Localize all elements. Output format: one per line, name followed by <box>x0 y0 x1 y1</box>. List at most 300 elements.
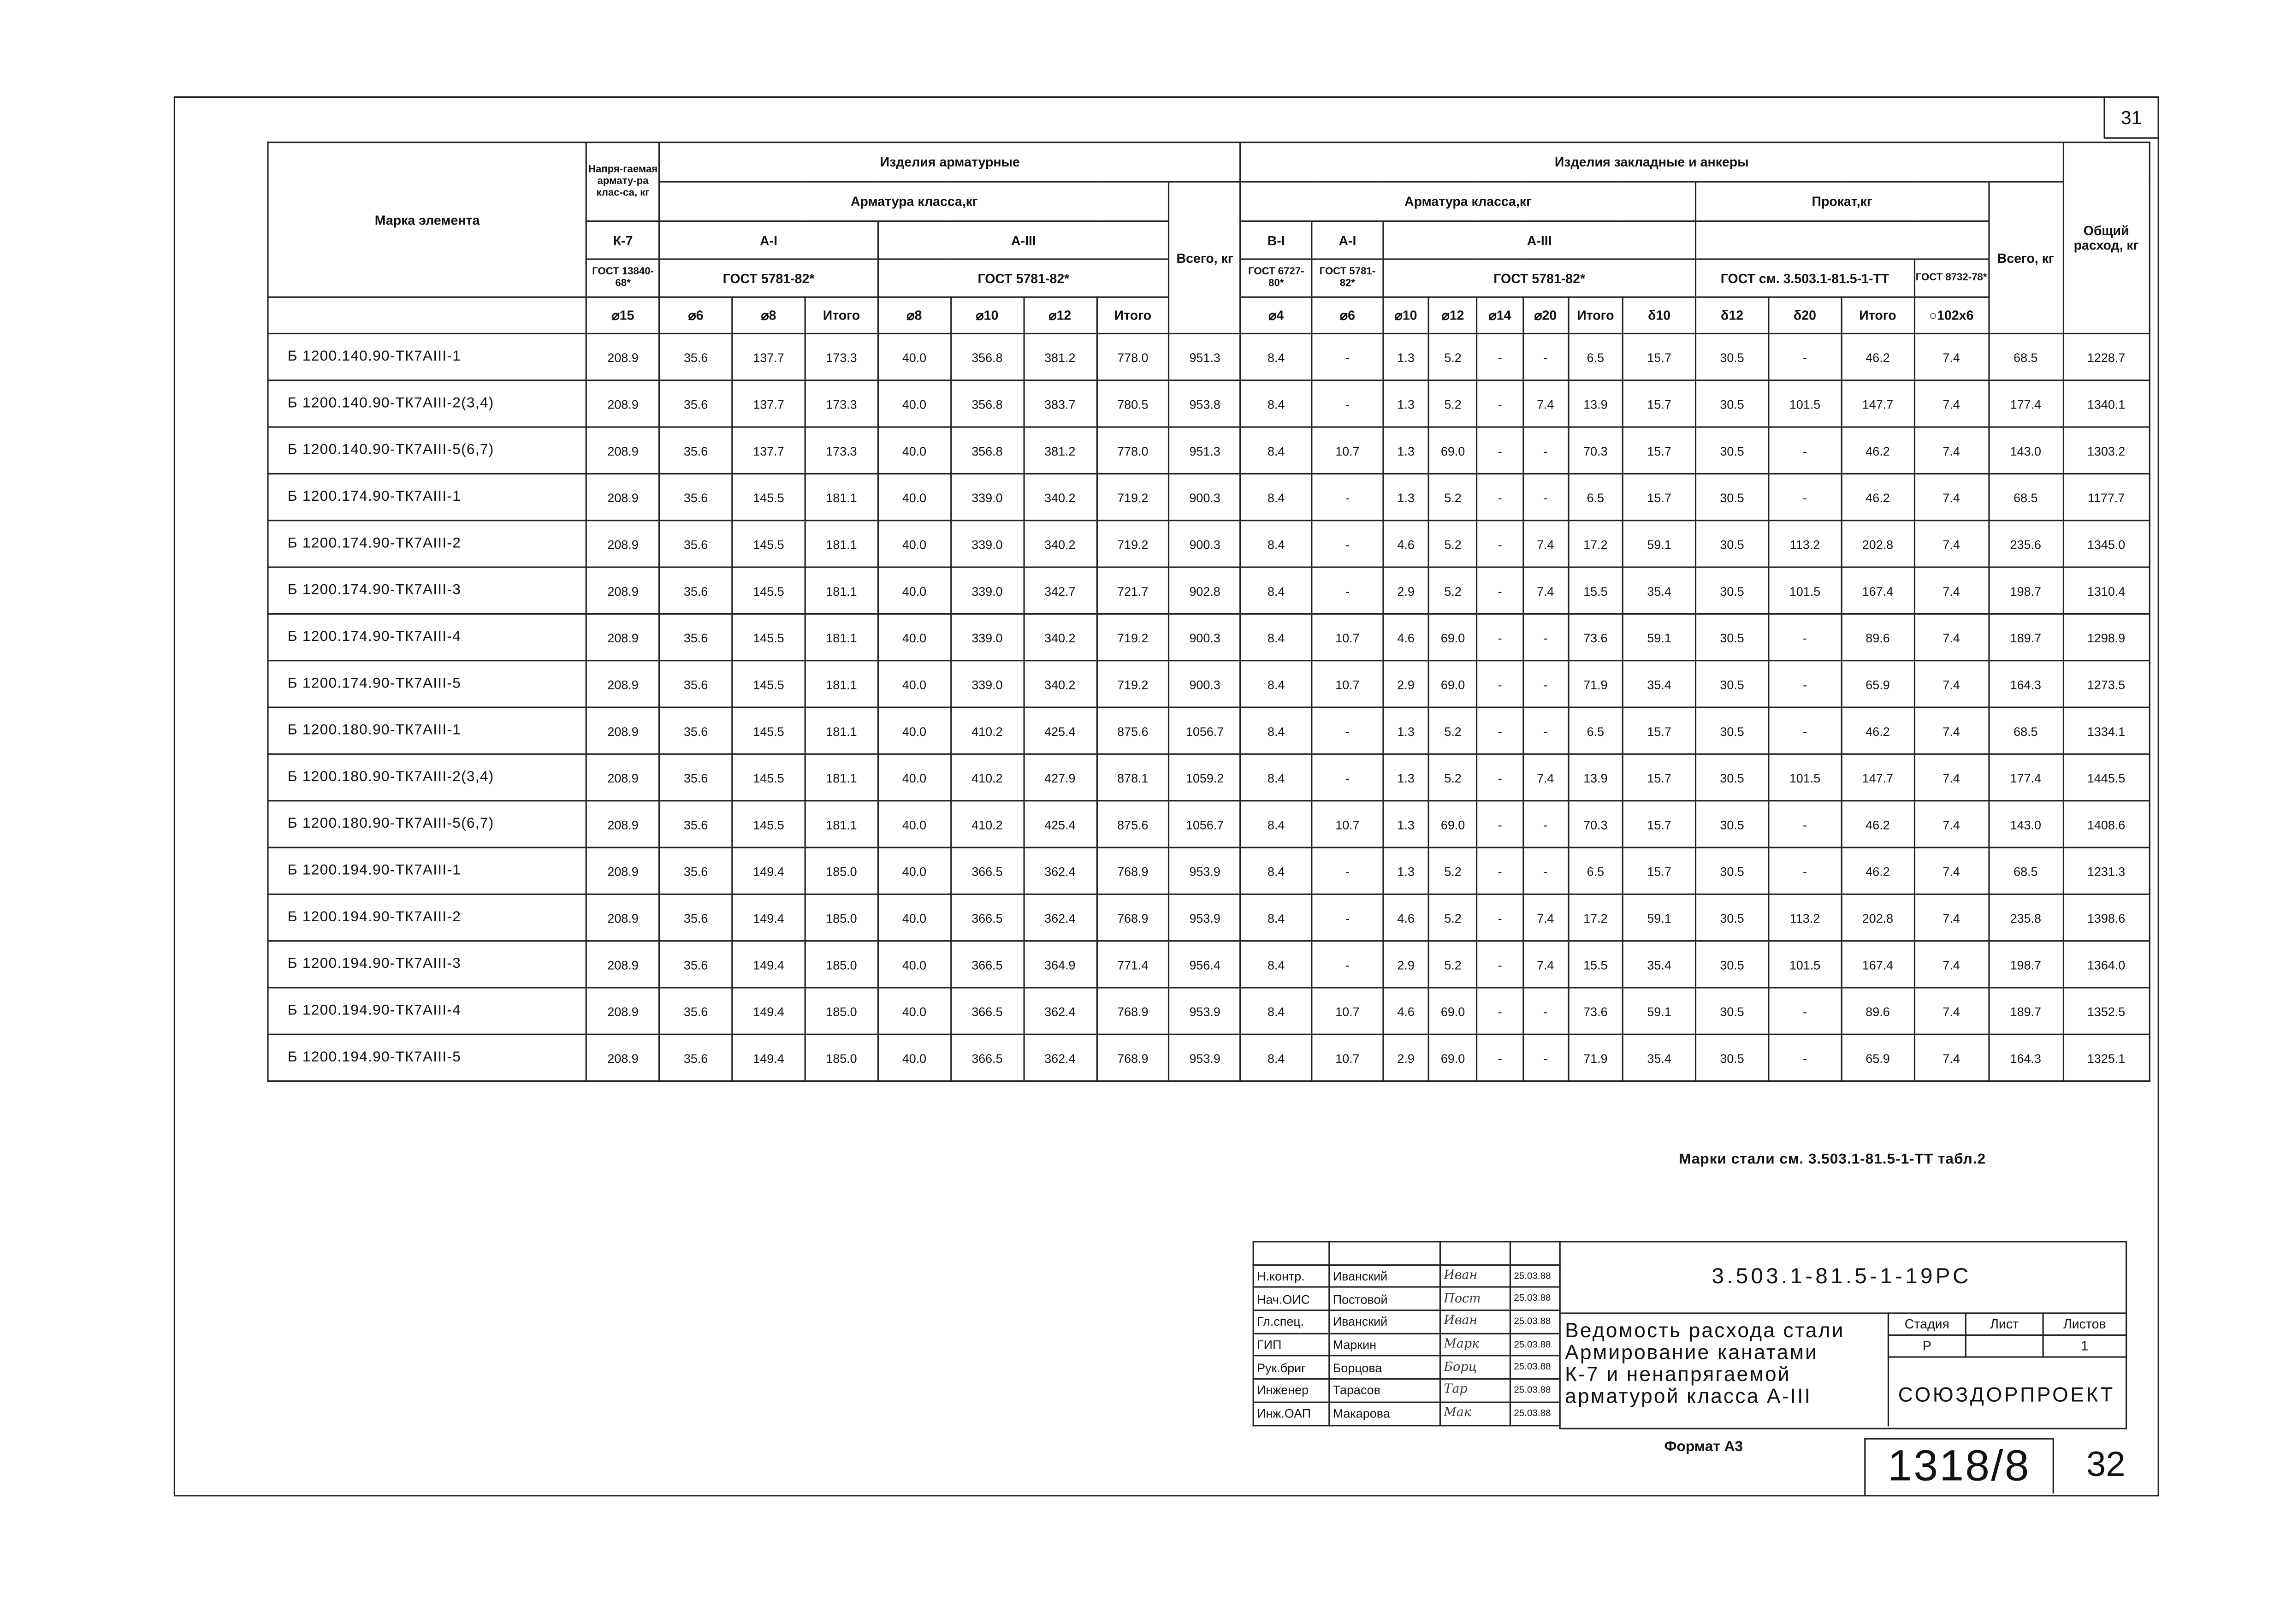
signature-row <box>1253 1379 1560 1402</box>
table-cell: 30.5 <box>1696 474 1769 520</box>
hdr-embedded-rebar-class: Арматура класса,кг <box>1240 182 1695 221</box>
table-cell: 30.5 <box>1696 1034 1769 1081</box>
table-cell: - <box>1769 427 1842 474</box>
table-cell: 65.9 <box>1842 1034 1914 1081</box>
table-cell: 202.8 <box>1842 894 1914 941</box>
table-cell: 145.5 <box>732 474 805 520</box>
table-cell: 149.4 <box>732 988 805 1034</box>
table-cell: 35.4 <box>1623 661 1696 707</box>
table-cell: 35.6 <box>659 801 732 848</box>
table-cell: - <box>1769 801 1842 848</box>
table-cell: 771.4 <box>1096 941 1169 988</box>
table-cell: 15.7 <box>1623 707 1696 754</box>
table-cell: 59.1 <box>1623 894 1696 941</box>
signature-row <box>1253 1287 1560 1310</box>
table-cell: 208.9 <box>586 474 659 520</box>
table-cell: 15.7 <box>1623 754 1696 800</box>
hdr-group-rebar: Изделия арматурные <box>659 142 1240 182</box>
table-cell: 145.5 <box>732 614 805 660</box>
table-cell: 1.3 <box>1383 707 1429 754</box>
table-cell: 8.4 <box>1240 1034 1312 1081</box>
table-cell: - <box>1477 427 1523 474</box>
table-cell: 366.5 <box>951 1034 1024 1081</box>
element-mark: Б 1200.140.90-ТК7АIII-5(6,7) <box>268 427 586 474</box>
table-cell: 181.1 <box>805 754 878 800</box>
table-cell: 185.0 <box>805 848 878 894</box>
table-cell: 719.2 <box>1096 474 1169 520</box>
table-cell: 69.0 <box>1428 427 1477 474</box>
table-cell: 35.6 <box>659 614 732 660</box>
table-cell: 145.5 <box>732 521 805 567</box>
table-cell: 7.4 <box>1522 521 1568 567</box>
title-block <box>1253 1241 2126 1428</box>
table-cell: 46.2 <box>1842 333 1914 380</box>
table-cell: 778.0 <box>1096 333 1169 380</box>
signer-role: Инженер <box>1253 1379 1329 1402</box>
sheet-label: Лист <box>1966 1313 2043 1335</box>
table-cell: 149.4 <box>732 894 805 941</box>
table-cell: 356.8 <box>951 333 1024 380</box>
table-cell: 381.2 <box>1024 333 1096 380</box>
table-cell: 366.5 <box>951 894 1024 941</box>
table-cell: 40.0 <box>878 474 951 520</box>
table-cell: 778.0 <box>1096 427 1169 474</box>
table-cell: 7.4 <box>1522 754 1568 800</box>
table-cell: 208.9 <box>586 988 659 1034</box>
hdr-sub-5: ⌀10 <box>951 297 1024 333</box>
table-cell: 2.9 <box>1383 941 1429 988</box>
table-cell: 15.7 <box>1623 474 1696 520</box>
table-cell: - <box>1522 474 1568 520</box>
table-cell: 137.7 <box>732 427 805 474</box>
table-cell: 208.9 <box>586 661 659 707</box>
table-cell: 8.4 <box>1240 941 1312 988</box>
table-cell: 7.4 <box>1914 427 1988 474</box>
table-row <box>268 427 2150 474</box>
table-cell: 40.0 <box>878 894 951 941</box>
table-cell: - <box>1312 380 1383 427</box>
table-cell: 7.4 <box>1914 988 1988 1034</box>
table-cell: 7.4 <box>1914 707 1988 754</box>
signature: Борц <box>1440 1356 1510 1379</box>
element-mark: Б 1200.194.90-ТК7АIII-5 <box>268 1034 586 1081</box>
table-cell: - <box>1477 801 1523 848</box>
element-mark: Б 1200.174.90-ТК7АIII-2 <box>268 521 586 567</box>
table-cell: - <box>1312 521 1383 567</box>
table-cell: 7.4 <box>1914 801 1988 848</box>
signature: Мак <box>1440 1402 1510 1425</box>
table-cell: 8.4 <box>1240 427 1312 474</box>
table-cell: 339.0 <box>951 661 1024 707</box>
signature-row <box>1253 1265 1560 1288</box>
table-cell: 40.0 <box>878 333 951 380</box>
page-number-top <box>2103 96 2159 139</box>
signature-date: 25.03.88 <box>1510 1287 1560 1310</box>
hdr-sub-10: ⌀10 <box>1383 297 1429 333</box>
signature: Пост <box>1440 1287 1510 1310</box>
signature: Иван <box>1440 1265 1510 1288</box>
table-cell: 878.1 <box>1096 754 1169 800</box>
table-cell: 339.0 <box>951 474 1024 520</box>
table-cell: 40.0 <box>878 427 951 474</box>
table-cell: 30.5 <box>1696 333 1769 380</box>
table-cell: 185.0 <box>805 988 878 1034</box>
inventory-box <box>1864 1438 2052 1495</box>
hdr-gost-13840: ГОСТ 13840-68* <box>586 259 659 297</box>
table-cell: 189.7 <box>1989 614 2063 660</box>
table-cell: 143.0 <box>1989 427 2063 474</box>
table-cell: 15.7 <box>1623 380 1696 427</box>
table-cell: 181.1 <box>805 614 878 660</box>
table-cell: 71.9 <box>1568 661 1623 707</box>
table-cell: 7.4 <box>1914 848 1988 894</box>
page-number-top-text: 31 <box>2120 107 2142 129</box>
hdr-sub-6: ⌀12 <box>1024 297 1096 333</box>
table-cell: 35.6 <box>659 754 732 800</box>
table-cell: 101.5 <box>1769 380 1842 427</box>
table-cell: 68.5 <box>1989 707 2063 754</box>
table-cell: - <box>1477 988 1523 1034</box>
hdr-gost-6727: ГОСТ 6727-80* <box>1240 259 1312 297</box>
table-cell: 30.5 <box>1696 988 1769 1034</box>
element-mark: Б 1200.174.90-ТК7АIII-4 <box>268 614 586 660</box>
table-cell: 1445.5 <box>2063 754 2150 800</box>
hdr-sub-16: δ12 <box>1696 297 1769 333</box>
hdr-gost-5781-a3: ГОСТ 5781-82* <box>878 259 1169 297</box>
element-mark: Б 1200.194.90-ТК7АIII-2 <box>268 894 586 941</box>
table-cell: 10.7 <box>1312 661 1383 707</box>
table-cell: 40.0 <box>878 1034 951 1081</box>
signature-row <box>1253 1310 1560 1334</box>
table-cell: 1.3 <box>1383 333 1429 380</box>
table-cell: 1298.9 <box>2063 614 2150 660</box>
table-cell: 101.5 <box>1769 754 1842 800</box>
hdr-sub-4: ⌀8 <box>878 297 951 333</box>
table-cell: 181.1 <box>805 801 878 848</box>
table-cell: 59.1 <box>1623 521 1696 567</box>
table-cell: - <box>1312 707 1383 754</box>
steel-grade-note: Марки стали см. 3.503.1-81.5-1-ТТ табл.2 <box>1679 1152 1986 1168</box>
signature: Иван <box>1440 1310 1510 1334</box>
signature-date: 25.03.88 <box>1510 1310 1560 1334</box>
table-cell: 46.2 <box>1842 707 1914 754</box>
table-row <box>268 707 2150 754</box>
steel-consumption-table <box>267 142 2150 1082</box>
table-cell: 208.9 <box>586 754 659 800</box>
signature: Тар <box>1440 1379 1510 1402</box>
element-mark: Б 1200.194.90-ТК7АIII-1 <box>268 848 586 894</box>
title-line-2: Армирование канатами <box>1565 1340 1818 1364</box>
table-cell: 35.4 <box>1623 567 1696 614</box>
table-cell: 364.9 <box>1024 941 1096 988</box>
element-mark: Б 1200.174.90-ТК7АIII-3 <box>268 567 586 614</box>
table-cell: 15.7 <box>1623 801 1696 848</box>
table-cell: 145.5 <box>732 801 805 848</box>
table-body <box>268 333 2150 1081</box>
stamp-signatures <box>1253 1241 1561 1426</box>
table-cell: 40.0 <box>878 848 951 894</box>
table-cell: - <box>1522 801 1568 848</box>
signer-role: Инж.ОАП <box>1253 1402 1329 1425</box>
table-cell: 30.5 <box>1696 801 1769 848</box>
table-cell: 208.9 <box>586 380 659 427</box>
table-cell: - <box>1477 661 1523 707</box>
element-mark: Б 1200.180.90-ТК7АIII-2(3,4) <box>268 754 586 800</box>
table-cell: 208.9 <box>586 941 659 988</box>
signer-role: Рук.бриг <box>1253 1356 1329 1379</box>
table-cell: - <box>1312 894 1383 941</box>
signature-date: 25.03.88 <box>1510 1334 1560 1357</box>
table-cell: 953.9 <box>1169 848 1241 894</box>
table-cell: 30.5 <box>1696 707 1769 754</box>
table-cell: 167.4 <box>1842 567 1914 614</box>
table-row <box>268 661 2150 707</box>
table-cell: 181.1 <box>805 567 878 614</box>
table-cell: 35.6 <box>659 848 732 894</box>
hdr-a3: А-III <box>878 221 1169 259</box>
signer-role: Н.контр. <box>1253 1265 1329 1288</box>
table-cell: 381.2 <box>1024 427 1096 474</box>
table-cell: 900.3 <box>1169 614 1241 660</box>
table-cell: 1.3 <box>1383 801 1429 848</box>
table-cell: - <box>1477 894 1523 941</box>
table-cell: 1408.6 <box>2063 801 2150 848</box>
table-cell: - <box>1477 754 1523 800</box>
table-cell: 340.2 <box>1024 614 1096 660</box>
page-number-bottom: 32 <box>2086 1445 2126 1485</box>
table-cell: 30.5 <box>1696 380 1769 427</box>
table-cell: 73.6 <box>1568 614 1623 660</box>
table-cell: 362.4 <box>1024 988 1096 1034</box>
table-cell: - <box>1477 474 1523 520</box>
table-cell: 340.2 <box>1024 661 1096 707</box>
table-cell: 7.4 <box>1914 333 1988 380</box>
table-cell: 5.2 <box>1428 333 1477 380</box>
table-cell: 1398.6 <box>2063 894 2150 941</box>
table-row <box>268 894 2150 941</box>
signature-date: 25.03.88 <box>1510 1356 1560 1379</box>
table-cell: 147.7 <box>1842 380 1914 427</box>
table-cell: 46.2 <box>1842 427 1914 474</box>
table-cell: 15.7 <box>1623 848 1696 894</box>
table-cell: 30.5 <box>1696 894 1769 941</box>
table-cell: 70.3 <box>1568 427 1623 474</box>
table-cell: 1325.1 <box>2063 1034 2150 1081</box>
table-cell: 719.2 <box>1096 521 1169 567</box>
table-cell: 181.1 <box>805 521 878 567</box>
table-cell: 40.0 <box>878 380 951 427</box>
table-cell: 185.0 <box>805 894 878 941</box>
document-code: 3.503.1-81.5-1-19РС <box>1712 1264 1972 1289</box>
table-cell: 167.4 <box>1842 941 1914 988</box>
page-number-bottom-box <box>2053 1438 2158 1494</box>
signer-name: Макарова <box>1329 1402 1440 1425</box>
table-cell: 1.3 <box>1383 848 1429 894</box>
table-cell: 8.4 <box>1240 567 1312 614</box>
table-cell: 235.8 <box>1989 894 2063 941</box>
table-cell: 35.6 <box>659 1034 732 1081</box>
table-cell: 953.9 <box>1169 988 1241 1034</box>
table-cell: 69.0 <box>1428 661 1477 707</box>
table-cell: 35.6 <box>659 707 732 754</box>
table-cell: 208.9 <box>586 521 659 567</box>
table-cell: 73.6 <box>1568 988 1623 1034</box>
table-cell: 8.4 <box>1240 754 1312 800</box>
table-cell: 30.5 <box>1696 848 1769 894</box>
table-cell: 1303.2 <box>2063 427 2150 474</box>
table-cell: 181.1 <box>805 474 878 520</box>
table-row <box>268 567 2150 614</box>
table-cell: 143.0 <box>1989 801 2063 848</box>
table-cell: - <box>1769 707 1842 754</box>
table-cell: 30.5 <box>1696 754 1769 800</box>
table-cell: 208.9 <box>586 567 659 614</box>
table-row <box>268 474 2150 520</box>
table-cell: 1.3 <box>1383 474 1429 520</box>
table-cell: 46.2 <box>1842 474 1914 520</box>
table-cell: 4.6 <box>1383 894 1429 941</box>
hdr-sub-9: ⌀6 <box>1312 297 1383 333</box>
title-line-4: арматурой класса А-III <box>1565 1384 1812 1408</box>
table-cell: 8.4 <box>1240 848 1312 894</box>
table-cell: 30.5 <box>1696 941 1769 988</box>
table-cell: - <box>1477 614 1523 660</box>
table-cell: - <box>1522 707 1568 754</box>
hdr-gost-5781-e-a3: ГОСТ 5781-82* <box>1383 259 1696 297</box>
table-cell: - <box>1312 474 1383 520</box>
signer-name: Постовой <box>1329 1287 1440 1310</box>
hdr-embedded-total: Всего, кг <box>1989 182 2063 333</box>
table-cell: 383.7 <box>1024 380 1096 427</box>
table-cell: 35.6 <box>659 941 732 988</box>
stage-table <box>1888 1312 2127 1357</box>
signature-date: 25.03.88 <box>1510 1402 1560 1425</box>
table-cell: 40.0 <box>878 754 951 800</box>
element-mark: Б 1200.180.90-ТК7АIII-5(6,7) <box>268 801 586 848</box>
table-cell: 46.2 <box>1842 801 1914 848</box>
table-cell: 30.5 <box>1696 661 1769 707</box>
table-cell: - <box>1312 567 1383 614</box>
table-cell: - <box>1312 848 1383 894</box>
stage-value: Р <box>1888 1335 1966 1357</box>
table-cell: 59.1 <box>1623 614 1696 660</box>
sheet-value <box>1966 1335 2043 1357</box>
table-cell: 181.1 <box>805 661 878 707</box>
table-cell: - <box>1769 333 1842 380</box>
table-cell: 953.9 <box>1169 894 1241 941</box>
hdr-e-a3: А-III <box>1383 221 1696 259</box>
document-title <box>1565 1320 1886 1407</box>
table-cell: 173.3 <box>805 333 878 380</box>
table-cell: 6.5 <box>1568 707 1623 754</box>
table-cell: - <box>1769 661 1842 707</box>
table-cell: 362.4 <box>1024 894 1096 941</box>
element-mark: Б 1200.140.90-ТК7АIII-2(3,4) <box>268 380 586 427</box>
signature-date: 25.03.88 <box>1510 1379 1560 1402</box>
hdr-sub-0: ⌀15 <box>586 297 659 333</box>
hdr-k7: К-7 <box>586 221 659 259</box>
table-cell: - <box>1522 661 1568 707</box>
table-cell: 15.7 <box>1623 427 1696 474</box>
table-cell: 198.7 <box>1989 567 2063 614</box>
table-cell: - <box>1477 941 1523 988</box>
table-cell: 6.5 <box>1568 333 1623 380</box>
signer-name: Иванский <box>1329 1265 1440 1288</box>
sheets-value: 1 <box>2043 1335 2126 1357</box>
table-cell: 7.4 <box>1914 567 1988 614</box>
table-cell: 4.6 <box>1383 614 1429 660</box>
table-cell: 1231.3 <box>2063 848 2150 894</box>
table-cell: 5.2 <box>1428 894 1477 941</box>
table-cell: 425.4 <box>1024 801 1096 848</box>
table-cell: 208.9 <box>586 1034 659 1081</box>
table-cell: 69.0 <box>1428 988 1477 1034</box>
table-cell: 721.7 <box>1096 567 1169 614</box>
element-mark: Б 1200.140.90-ТК7АIII-1 <box>268 333 586 380</box>
table-cell: 1273.5 <box>2063 661 2150 707</box>
stamp-code-box <box>1559 1241 2124 1314</box>
hdr-rolled-blank <box>1696 221 1989 259</box>
table-cell: 149.4 <box>732 848 805 894</box>
table-cell: 35.6 <box>659 427 732 474</box>
table-cell: 7.4 <box>1914 754 1988 800</box>
table-cell: - <box>1477 1034 1523 1081</box>
table-cell: - <box>1312 941 1383 988</box>
table-cell: 1056.7 <box>1169 707 1241 754</box>
table-cell: 35.6 <box>659 661 732 707</box>
table-cell: 7.4 <box>1522 380 1568 427</box>
table-cell: 208.9 <box>586 707 659 754</box>
title-line-3: К-7 и ненапрягаемой <box>1565 1362 1791 1386</box>
table-cell: 6.5 <box>1568 848 1623 894</box>
table-cell: 177.4 <box>1989 380 2063 427</box>
table-row <box>268 941 2150 988</box>
signature-row <box>1253 1334 1560 1357</box>
signature-date: 25.03.88 <box>1510 1265 1560 1288</box>
table-cell: - <box>1769 614 1842 660</box>
table-cell: 185.0 <box>805 1034 878 1081</box>
signature-row <box>1253 1356 1560 1379</box>
table-cell: 768.9 <box>1096 848 1169 894</box>
table-cell: 235.6 <box>1989 521 2063 567</box>
inventory-number: 1318/8 <box>1888 1442 2031 1491</box>
table-cell: 900.3 <box>1169 474 1241 520</box>
element-mark: Б 1200.174.90-ТК7АIII-5 <box>268 661 586 707</box>
table-cell: 7.4 <box>1914 894 1988 941</box>
table-cell: 366.5 <box>951 941 1024 988</box>
table-cell: 164.3 <box>1989 1034 2063 1081</box>
table-cell: 956.4 <box>1169 941 1241 988</box>
hdr-sub-17: δ20 <box>1769 297 1842 333</box>
table-row <box>268 380 2150 427</box>
table-cell: 1059.2 <box>1169 754 1241 800</box>
stage-label: Стадия <box>1888 1313 1966 1335</box>
table-cell: 71.9 <box>1568 1034 1623 1081</box>
table-cell: 59.1 <box>1623 988 1696 1034</box>
table-cell: 40.0 <box>878 567 951 614</box>
table-cell: 8.4 <box>1240 707 1312 754</box>
table-cell: 2.9 <box>1383 567 1429 614</box>
table-cell: - <box>1769 988 1842 1034</box>
table-cell: 953.9 <box>1169 1034 1241 1081</box>
hdr-sub-2: ⌀8 <box>732 297 805 333</box>
table-cell: 366.5 <box>951 848 1024 894</box>
table-cell: - <box>1522 427 1568 474</box>
table-row <box>268 614 2150 660</box>
table-cell: 7.4 <box>1914 661 1988 707</box>
table-cell: 1340.1 <box>2063 380 2150 427</box>
table-cell: 1352.5 <box>2063 988 2150 1034</box>
